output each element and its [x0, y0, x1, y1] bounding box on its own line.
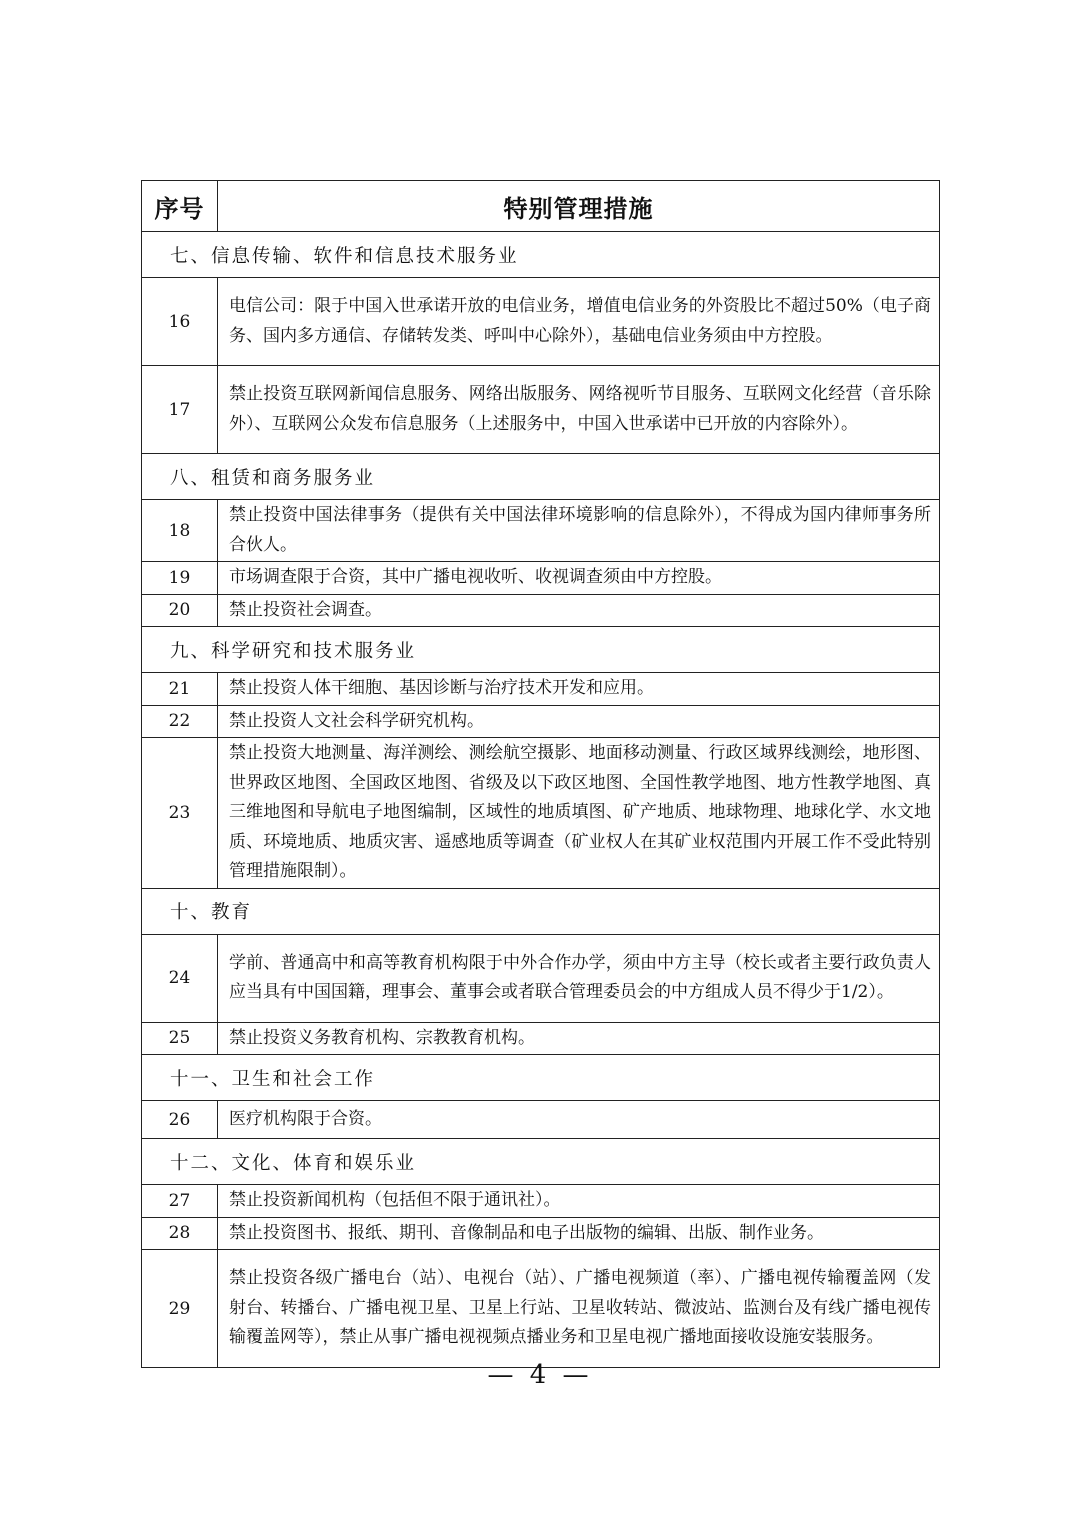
table-row: [142, 1022, 940, 1055]
measure-text: 禁止投资新闻机构（包括但不限于通讯社）。: [218, 1185, 940, 1218]
measure-text: 禁止投资大地测量、海洋测绘、测绘航空摄影、地面移动测量、行政区域界线测绘，地形图、世界政区地图、全国政区地图、省级及以下政区地图、全国性教学地图、地方性教学地图、真三维地图和导航电子地图编制，区域性的地质填图、矿产地质、地球物理、地球化学、水文地质、环境地质、地质灾害、遥感地质等调查（矿业权人在其矿业权范围内开展工作不受此特别管理措施限制）。: [218, 738, 940, 889]
table-header-row: [142, 181, 940, 232]
table-row: [142, 1101, 940, 1139]
table-row: [142, 1217, 940, 1250]
measures-table: [141, 180, 940, 1368]
section-row: [142, 232, 940, 278]
page-number: — 4 —: [487, 1360, 593, 1390]
table-row: [142, 366, 940, 454]
table-row: [142, 1185, 940, 1218]
section-row: [142, 888, 940, 934]
table-row: [142, 278, 940, 366]
measure-text: 医疗机构限于合资。: [218, 1101, 940, 1139]
row-number: 28: [142, 1217, 218, 1250]
section-title: 十二、文化、体育和娱乐业: [142, 1139, 940, 1185]
measure-text: 禁止投资互联网新闻信息服务、网络出版服务、网络视听节目服务、互联网文化经营（音乐除外）、互联网公众发布信息服务（上述服务中，中国入世承诺中已开放的内容除外）。: [218, 366, 940, 454]
row-number: 20: [142, 594, 218, 627]
row-number: 27: [142, 1185, 218, 1218]
measure-text: 禁止投资人文社会科学研究机构。: [218, 705, 940, 738]
row-number: 16: [142, 278, 218, 366]
measure-text: 市场调查限于合资，其中广播电视收听、收视调查须由中方控股。: [218, 562, 940, 595]
header-measure: 特别管理措施: [218, 181, 940, 232]
row-number: 21: [142, 673, 218, 706]
section-title: 八、租赁和商务服务业: [142, 454, 940, 500]
table-row: [142, 673, 940, 706]
table-row: [142, 1250, 940, 1368]
measure-text: 学前、普通高中和高等教育机构限于中外合作办学，须由中方主导（校长或者主要行政负责人应当具有中国国籍，理事会、董事会或者联合管理委员会的中方组成人员不得少于1/2）。: [218, 934, 940, 1022]
row-number: 19: [142, 562, 218, 595]
table-row: [142, 500, 940, 562]
measure-text: 禁止投资人体干细胞、基因诊断与治疗技术开发和应用。: [218, 673, 940, 706]
row-number: 25: [142, 1022, 218, 1055]
measure-text: 禁止投资各级广播电台（站）、电视台（站）、广播电视频道（率）、广播电视传输覆盖网（发射台、转播台、广播电视卫星、卫星上行站、卫星收转站、微波站、监测台及有线广播电视传输覆盖网等），禁止从事广播电视视频点播业务和卫星电视广播地面接收设施安装服务。: [218, 1250, 940, 1368]
table-row: [142, 705, 940, 738]
table-row: [142, 594, 940, 627]
row-number: 23: [142, 738, 218, 889]
section-row: [142, 1139, 940, 1185]
measure-text: 电信公司：限于中国入世承诺开放的电信业务，增值电信业务的外资股比不超过50%（电子商务、国内多方通信、存储转发类、呼叫中心除外），基础电信业务须由中方控股。: [218, 278, 940, 366]
row-number: 24: [142, 934, 218, 1022]
row-number: 29: [142, 1250, 218, 1368]
row-number: 17: [142, 366, 218, 454]
header-no: 序号: [142, 181, 218, 232]
section-title: 十一、卫生和社会工作: [142, 1055, 940, 1101]
measure-text: 禁止投资义务教育机构、宗教教育机构。: [218, 1022, 940, 1055]
table-body: [142, 232, 940, 1368]
section-title: 九、科学研究和技术服务业: [142, 627, 940, 673]
table-row: [142, 934, 940, 1022]
measure-text: 禁止投资图书、报纸、期刊、音像制品和电子出版物的编辑、出版、制作业务。: [218, 1217, 940, 1250]
row-number: 26: [142, 1101, 218, 1139]
section-title: 十、教育: [142, 888, 940, 934]
section-title: 七、信息传输、软件和信息技术服务业: [142, 232, 940, 278]
table-row: [142, 738, 940, 889]
row-number: 18: [142, 500, 218, 562]
section-row: [142, 1055, 940, 1101]
measure-text: 禁止投资社会调查。: [218, 594, 940, 627]
row-number: 22: [142, 705, 218, 738]
table-row: [142, 562, 940, 595]
measure-text: 禁止投资中国法律事务（提供有关中国法律环境影响的信息除外），不得成为国内律师事务所合伙人。: [218, 500, 940, 562]
section-row: [142, 627, 940, 673]
section-row: [142, 454, 940, 500]
